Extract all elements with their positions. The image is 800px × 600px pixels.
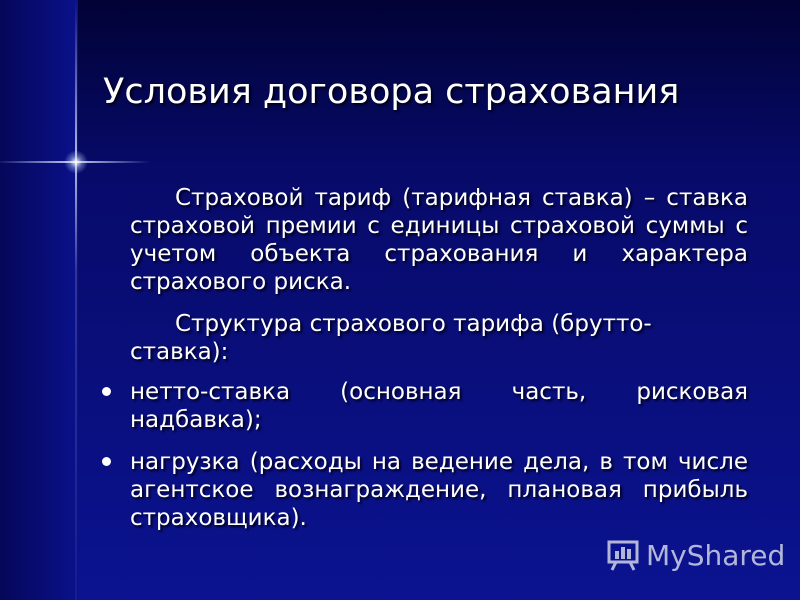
presentation-board-icon: [606, 538, 640, 572]
vertical-light-line: [75, 0, 77, 600]
light-flare: [64, 150, 88, 174]
bullet-item: [130, 448, 748, 532]
bullet-item: [130, 378, 748, 434]
bullet-text: нетто-ставка (основная часть, рисковая надбавка);: [130, 379, 748, 433]
bullet-dot-icon: [102, 457, 111, 466]
myshared-watermark: [606, 535, 785, 575]
left-band: [0, 0, 78, 600]
slide-body: [130, 184, 748, 546]
bullet-text: нагрузка (расходы на ведение дела, в том числе агентское вознаграждение, плановая прибыль страховщика).: [130, 449, 748, 531]
structure-subheading: Структура страхового тарифа (брутто-ставка):: [130, 311, 652, 365]
definition-paragraph: Страховой тариф (тарифная ставка) – ставка страховой премии с единицы страховой суммы с учетом объекта страхования и характера страхового риска.: [130, 185, 748, 295]
slide-title: Условия договора страхования: [103, 72, 680, 112]
bullet-dot-icon: [102, 387, 111, 396]
watermark-text: MyShared: [646, 538, 786, 572]
